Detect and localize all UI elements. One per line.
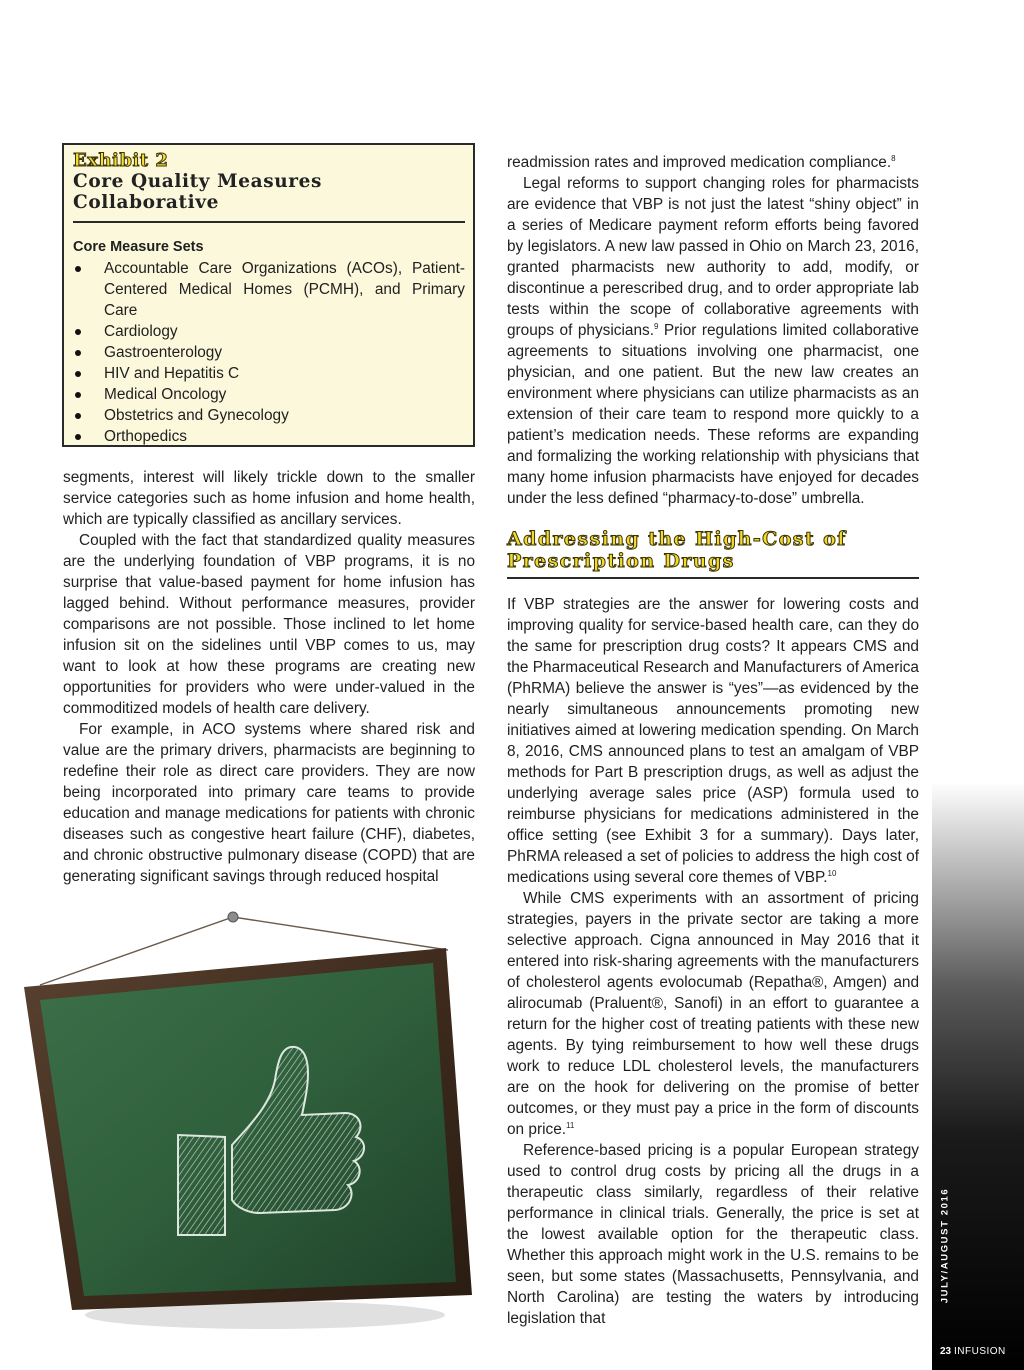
list-item: Orthopedics [73, 426, 465, 447]
chalkboard-thumbs-up-illustration [20, 905, 480, 1335]
list-item: Accountable Care Organizations (ACOs), Patient-Centered Medical Homes (PCMH), and Primary Care [73, 258, 465, 321]
footnote-ref: 9 [653, 321, 659, 331]
nail-icon [228, 912, 238, 922]
paragraph: segments, interest will likely trickle down to the smaller service categories such as home infusion and home health, which are typically classified as ancillary services. [63, 469, 475, 528]
paragraph: Reference-based pricing is a popular European strategy used to control drug costs by pricing all the drugs in a therapeutic class similarly, regardless of their relative performance in clinical trials. Generally, the price is set at the lowest available option for the therapeutic class. Whether this approach might work in the U.S. remains to be seen, but some states (Massachusetts, Pennsylvania, and North Carolina) are testing the waters by introducing legislation that [507, 1142, 919, 1327]
left-column [63, 467, 475, 887]
section-heading: Addressing the High-Cost of Prescription Drugs [507, 528, 847, 572]
exhibit-subheading: Core Measure Sets [73, 239, 204, 255]
paragraph: While CMS experiments with an assortment of pricing strategies, payers in the private sector are taking a more selective approach. Cigna announced in May 2016 that it entered into risk-sharing agreements with the manufacturers of cholesterol agents evolocumab (Repatha®, Amgen) and alirocumab (Praluent®, Sanofi) in an effort to guarantee a return for the higher cost of treating patients with these new agents. By tying reimbursement to how well these drugs work to reduce LDL cholesterol levels, the manufacturers are on the hook for delivering on the promise of better outcomes, or they must pay a price in the form of discounts on price.$^{11}$ [507, 890, 919, 1138]
paragraph: readmission rates and improved medication compliance.$^8$ [507, 153, 896, 171]
list-item: Medical Oncology [73, 384, 465, 405]
paragraph: Legal reforms to support changing roles for pharmacists are evidence that VBP is not just the latest “shiny object” in a series of Medicare payment reform efforts being favored by legislators. A new law passed in Ohio on March 23, 2016, granted pharmacists new authority to add, modify, or discontinue a perescribed drug, and to order appropriate lab tests within the scope of collaborative agreements with groups of physicians.$^9$ Prior regulations limited collaborative agreements to situations involving one pharmacist, one physician, and one patient. But the new law creates an environment where physicians can utilize pharmacists as an extension of their care team to respond more quickly to a patient’s medication needs. These reforms are expanding and formalizing the working relationship with physicians that many home infusion pharmacists have enjoyed for decades under the less defined “pharmacy-to-dose” umbrella. [507, 175, 919, 507]
list-item: Obstetrics and Gynecology [73, 405, 465, 426]
page-number: 23 [940, 1346, 952, 1357]
section-divider [507, 577, 919, 579]
footnote-ref: 10 [827, 868, 837, 878]
list-item: Cardiology [73, 321, 465, 342]
footnote-ref: 8 [891, 153, 896, 163]
paragraph: If VBP strategies are the answer for lowering costs and improving quality for service-based health care, can they do the same for prescription drug costs? It appears CMS and the Pharmaceutical Research and Manufacturers of America (PhRMA) believe the answer is “yes”—as evidenced by the nearly simultaneous announcements promoting new initiatives aimed at lowering medication spending. On March 8, 2016, CMS announced plans to test an amalgam of VBP methods for Part B prescription drugs, as well as adjust the underlying average sales price (ASP) formula used to reimburse physicians for medications administered in the office setting (see Exhibit 3 for a summary). Days later, PhRMA released a set of policies to address the high cost of medications using several core themes of VBP.$^{10}$ [507, 596, 919, 886]
issue-date: JULY/AUGUST 2016 [939, 1187, 951, 1304]
paragraph: For example, in ACO systems where shared risk and value are the primary drivers, pharmacists are beginning to redefine their role as direct care providers. They are now being incorporated into primary care teams to provide education and manage medications for patients with chronic diseases such as congestive heart failure (CHF), diabetes, and chronic obstructive pulmonary disease (COPD) that are generating significant savings through reduced hospital [63, 721, 475, 885]
paragraph: Coupled with the fact that standardized quality measures are the underlying foundation of VBP programs, it is no surprise that value-based payment for home infusion has lagged behind. Without performance measures, provider comparisons are not possible. Those inclined to let home infusion sit on the sidelines until VBP comes to us, may want to look at how these programs are creating new opportunities for providers who were under-valued in the commoditized models of health care delivery. [63, 532, 475, 717]
list-item: Gastroenterology [73, 342, 465, 363]
footnote-ref: 11 [566, 1120, 575, 1130]
exhibit-label: Exhibit 2 [73, 150, 169, 171]
exhibit-title-line1: Core Quality Measures [73, 171, 322, 192]
magazine-name: INFUSION [954, 1346, 1006, 1357]
right-column-bottom [507, 594, 919, 1329]
exhibit-2-box [62, 143, 475, 447]
list-item: HIV and Hepatitis C [73, 363, 465, 384]
right-column-top [507, 152, 919, 509]
core-measure-list [73, 258, 465, 447]
exhibit-title-line2: Collaborative [73, 192, 220, 213]
exhibit-divider [73, 221, 465, 223]
